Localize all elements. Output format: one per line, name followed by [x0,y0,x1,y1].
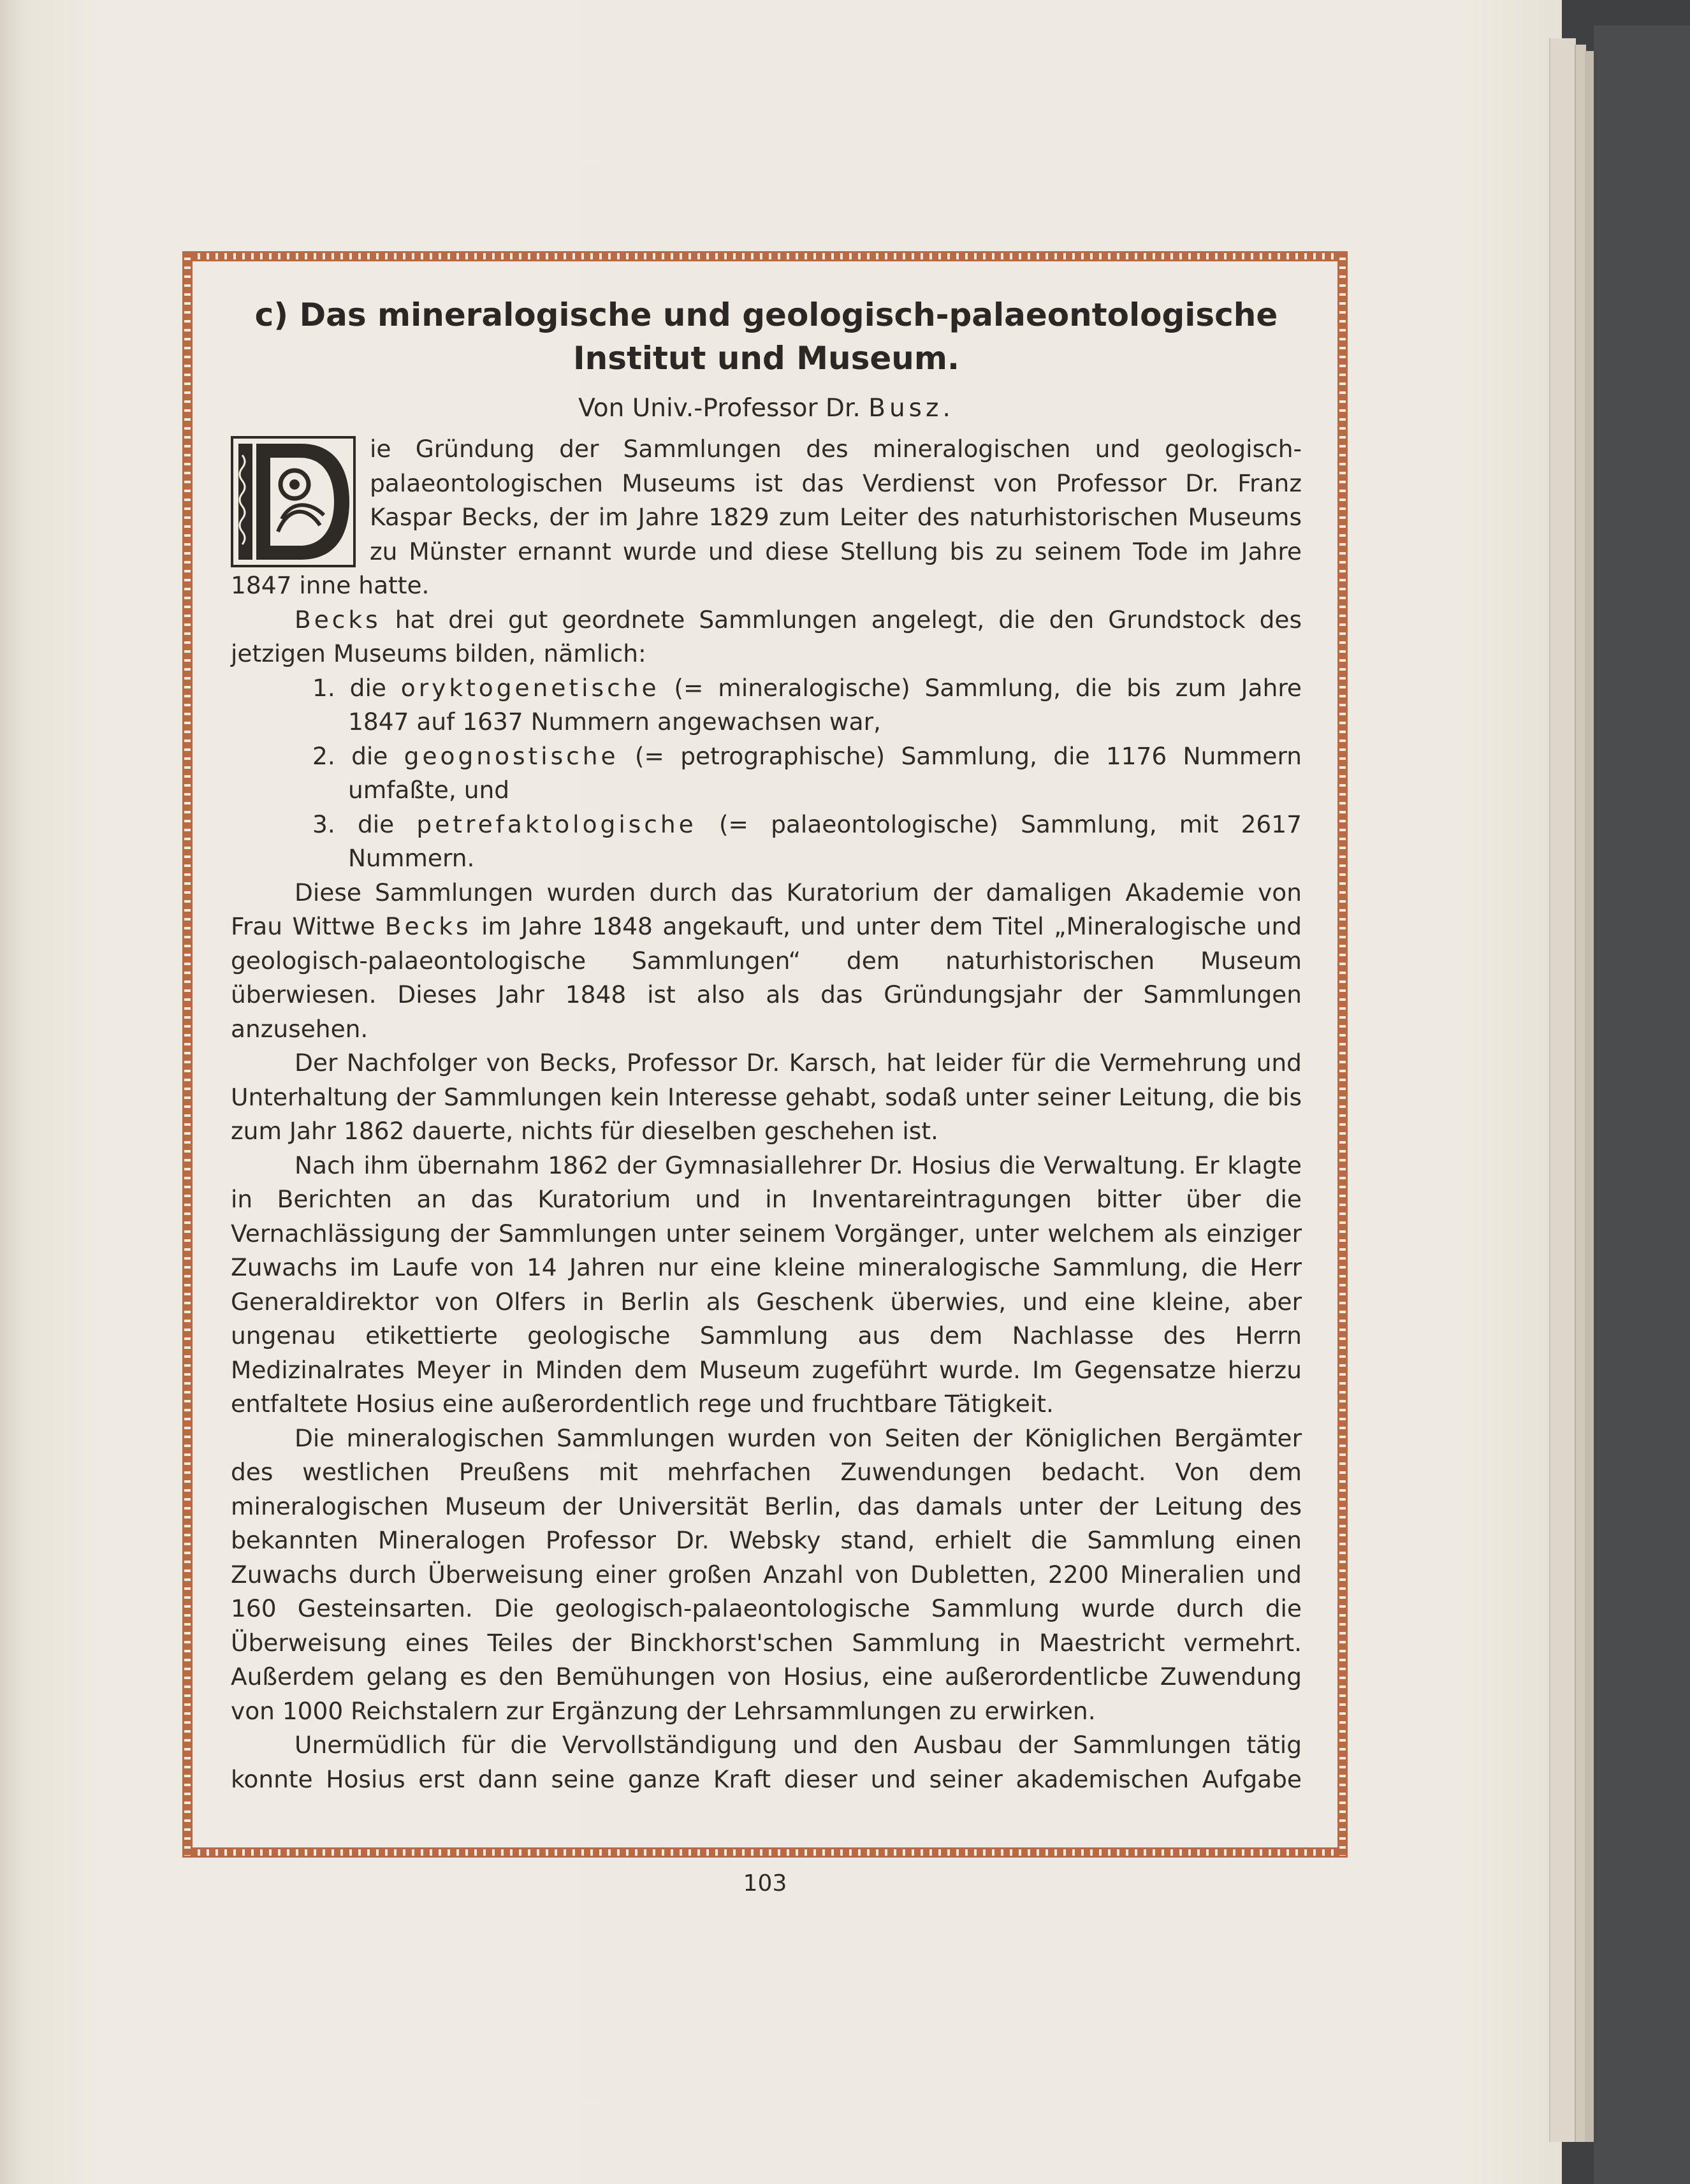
name-becks: Becks [384,912,472,940]
list-text: (= palaeontologische) Sammlung, mit 2617 Nummern. [348,810,1302,872]
page-number: 103 [743,1870,787,1896]
list-number: 1. [312,673,335,702]
dropcap-d-ornament [231,436,356,567]
byline-author: Busz. [868,394,954,423]
page-edge [1549,38,1576,2142]
list-number: 2. [312,741,335,770]
byline-prefix: Von Univ.-Professor Dr. [578,394,861,423]
list-item [312,739,1302,808]
paragraph-3 [231,876,1302,1047]
article [231,293,1302,1796]
article-title [231,293,1302,380]
paragraph-3-a: Diese Sammlungen wurden durch das Kuratorium der damaligen Akademie von Frau Wittwe [231,878,1302,940]
list-text: (= mineralogische) Sammlung, die bis zum Jahre 1847 auf 1637 Nummern angewachsen war, [348,673,1302,736]
book-cover [1594,25,1690,2184]
list-item [312,671,1302,739]
paragraph-4: Der Nachfolger von Becks, Professor Dr. Karsch, hat leider für die Vermehrung und Unterhaltung der Sammlungen kein Interesse gehabt, sodaß unter seiner Leitung, die bis zum Jahr 1862 dauerte, nichts für dieselben geschehen ist. [231,1049,1302,1145]
list-number: 3. [312,810,335,838]
paragraph-1: ie Gründung der Sammlungen des mineralogischen und geologisch-palaeontologischen Museums ist das Verdienst von Professor Dr. Franz Kaspar Becks, der im Jahre 1829 zum Leiter des naturhistorischen Museums zu Münster ernannt wurde und diese Stellung bis zu seinem Tode im Jahre 1847 inne hatte. [231,435,1302,599]
list-term: oryktogenetische [400,673,660,702]
list-term: geognostische [404,741,619,770]
page-edge [1585,51,1594,2142]
paragraph-7: Unermüdlich für die Vervollständigung und den Ausbau der Sammlungen tätig konnte Hosius erst dann seine ganze Kraft dieser und seiner akademischen Aufgabe [231,1731,1302,1793]
border-right [1337,251,1348,1858]
name-becks: Becks [295,605,381,634]
title-line-1: c) Das mineralogische und geologisch-palaeontologische [254,296,1278,333]
border-top [182,251,1348,261]
list-text: (= petrographische) Sammlung, die 1176 Nummern umfaßte, und [348,741,1302,804]
list-item [312,808,1302,876]
collections-list [231,671,1302,876]
paragraph-6: Die mineralogischen Sammlungen wurden von Seiten der Königlichen Bergämter des westlichen Preußens mit mehrfachen Zuwendungen bedacht. Von dem mineralogischen Museum der Universität Berlin, das damals unter der Leitung des bekannten Mineralogen Professor Dr. Websky stand, erhielt die Sammlung einen Zuwachs durch Überweisung einer großen Anzahl von Dubletten, 2200 Mineralien und 160 Gesteinsarten. Die geologisch-palaeontologische Sammlung wurde durch die Überweisung eines Teiles der Binckhorst'schen Sammlung in Maestricht vermehrt. Außerdem gelang es den Bemühungen von Hosius, eine außerordentlicbe Zuwendung von 1000 Reichstalern zur Ergänzung der Lehrsammlungen zu erwirken. [231,1423,1302,1725]
byline [231,391,1302,426]
article-body [231,432,1302,1796]
title-line-2: Institut und Museum. [573,340,959,377]
paragraph-3-b: im Jahre 1848 angekauft, und unter dem Titel „Mineralogische und geologisch-palaeontologische Sammlungen“ dem naturhistorischen Museum überwiesen. Dieses Jahr 1848 ist also als das Gründungsjahr der Sammlungen anzusehen. [231,912,1302,1043]
list-pre: die [351,741,388,770]
border-bottom [182,1847,1348,1858]
paragraph-5: Nach ihm übernahm 1862 der Gymnasiallehrer Dr. Hosius die Verwaltung. Er klagte in Berichten an das Kuratorium und in Inventareintragungen bitter über die Vernachlässigung der Sammlungen unter seinem Vorgänger, unter welchem als einziger Zuwachs im Laufe von 14 Jahren nur eine kleine mineralogische Sammlung, die Herr Generaldirektor von Olfers in Berlin als Geschenk überwies, und eine kleine, aber ungenau etikettierte geologische Sammlung aus dem Nachlasse des Herrn Medizinalrates Meyer in Minden dem Museum zugeführt wurde. Im Gegensatze hierzu entfaltete Hosius eine außerordentlich rege und fruchtbare Tätigkeit. [231,1151,1302,1418]
paragraph-2 [231,603,1302,671]
border-left [182,251,193,1858]
paragraph-2-text: hat drei gut geordnete Sammlungen angelegt, die den Grundstock des jetzigen Museums bilden, nämlich: [231,605,1302,667]
list-pre: die [357,810,395,838]
list-pre: die [349,673,386,702]
list-term: petrefaktologische [416,810,697,838]
